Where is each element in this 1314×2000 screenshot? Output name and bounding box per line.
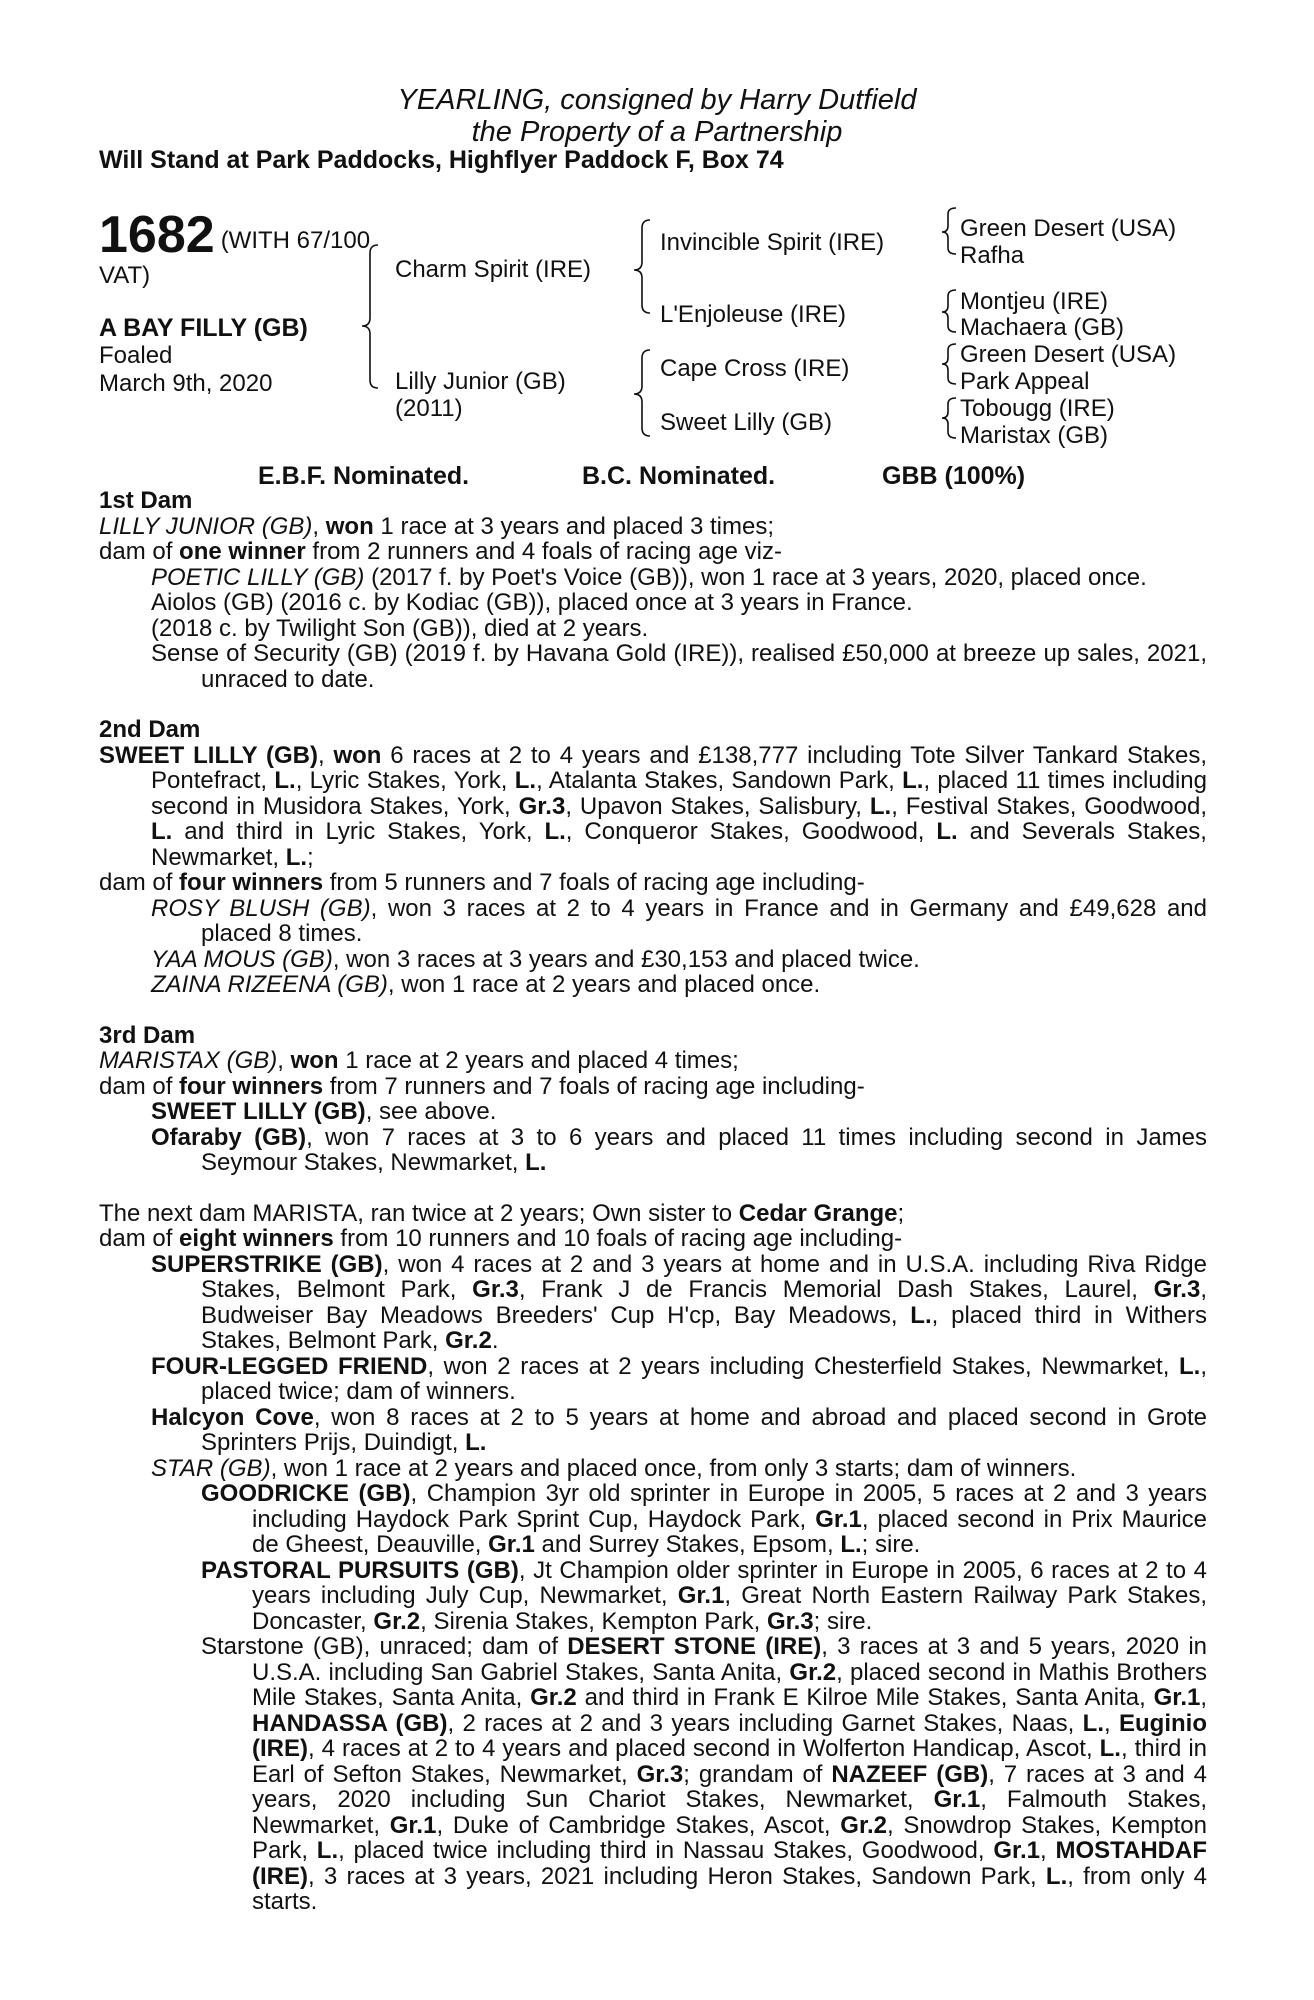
pedigree-g7: Tobougg (IRE)	[960, 395, 1115, 422]
second-dam-heading: 2nd Dam	[99, 716, 201, 743]
produce-item: POETIC LILLY (GB) (2017 f. by Poet's Voice (GB)), won 1 race at 3 years, 2020, placed once.	[151, 563, 1147, 591]
second-dam-produce-summary: dam of four winners from 5 runners and 7 foals of racing age including-	[99, 869, 865, 896]
third-dam-heading: 3rd Dam	[99, 1021, 196, 1049]
foaled-date: March 9th, 2020	[99, 370, 273, 397]
produce-item: (2018 c. by Twilight Son (GB)), died at 2 years.	[151, 614, 649, 642]
pedigree-dam	[395, 368, 566, 422]
produce-item: Halcyon Cove, won 8 races at 2 to 5 years at home and abroad and placed second in Grote Sprinters Prijs, Duindigt, L.	[151, 1403, 1208, 1456]
produce-item: Aiolos (GB) (2016 c. by Kodiac (GB)), placed once at 3 years in France.	[151, 589, 913, 616]
pedigree-dam-dam: Sweet Lilly (GB)	[660, 409, 833, 436]
stabling-line: Will Stand at Park Paddocks, Highflyer Paddock F, Box 74	[99, 146, 784, 174]
ebf-nomination: E.B.F. Nominated.	[258, 462, 470, 490]
pedigree-g5: Green Desert (USA)	[960, 341, 1177, 368]
horse-description: A BAY FILLY (GB)	[99, 314, 308, 342]
grandproduce-item: GOODRICKE (GB), Champion 3yr old sprinter in Europe in 2005, 5 races at 2 and 3 years including Haydock Park Sprint Cup, Haydock Park, Gr.1, placed second in Prix Maurice de Gheest, Deauville, Gr.1 and Surrey Stakes, Epsom, L.; sire.	[201, 1480, 1207, 1558]
bracket-g4	[942, 398, 956, 438]
third-dam-produce-summary: dam of four winners from 7 runners and 7 foals of racing age including-	[99, 1072, 865, 1100]
catalogue-body	[99, 488, 1207, 1915]
pedigree-g1: Green Desert (USA)	[960, 215, 1177, 242]
produce-item: Ofaraby (GB), won 7 races at 3 to 6 years and placed 11 times including second in James Seymour Stakes, Newmarket, L.	[151, 1123, 1208, 1176]
second-dam-record: SWEET LILLY (GB), won 6 races at 2 to 4 years and £138,777 including Tote Silver Tankard Stakes, Pontefract, L., Lyric Stakes, York, L., Atalanta Stakes, Sandown Park, L., placed 11 times including second in Musidora Stakes, York, Gr.3, Upavon Stakes, Salisbury, L., Festival Stakes, Goodwood, L. and third in Lyric Stakes, York, L., Conqueror Stakes, Goodwood, L. and Severals Stakes, Newmarket, L.;	[99, 741, 1208, 871]
pedigree-dam-name: Lilly Junior (GB)	[395, 368, 566, 395]
first-dam-produce-summary: dam of one winner from 2 runners and 4 foals of racing age viz-	[99, 538, 782, 565]
third-dam-record: MARISTAX (GB), won 1 race at 2 years and placed 4 times;	[99, 1047, 739, 1074]
bracket-dam	[634, 350, 650, 436]
produce-item: ZAINA RIZEENA (GB), won 1 race at 2 years and placed once.	[151, 971, 821, 998]
bracket-main	[362, 245, 378, 388]
pedigree-sire-dam: L'Enjoleuse (IRE)	[660, 301, 846, 328]
property-line: the Property of a Partnership	[471, 116, 843, 148]
bracket-g2	[942, 290, 956, 332]
pedigree-g4: Machaera (GB)	[960, 314, 1125, 341]
bracket-g3	[942, 344, 956, 384]
pedigree-g3: Montjeu (IRE)	[960, 288, 1109, 315]
grandproduce-item: Starstone (GB), unraced; dam of DESERT STONE (IRE), 3 races at 3 and 5 years, 2020 in U.S.A. including San Gabriel Stakes, Santa Anita, Gr.2, placed second in Mathis Brothers Mile Stakes, Santa Anita, Gr.2 and third in Frank E Kilroe Mile Stakes, Santa Anita, Gr.1, HANDASSA (GB), 2 races at 2 and 3 years including Garnet Stakes, Naas, L., Euginio (IRE), 4 races at 2 to 4 years and placed second in Wolferton Handicap, Ascot, L., third in Earl of Sefton Stakes, Newmarket, Gr.3; grandam of NAZEEF (GB), 7 races at 3 and 4 years, 2020 including Sun Chariot Stakes, Newmarket, Gr.1, Falmouth Stakes, Newmarket, Gr.1, Duke of Cambridge Stakes, Ascot, Gr.2, Snowdrop Stakes, Kempton Park, L., placed twice including third in Nassau Stakes, Goodwood, Gr.1, MOSTAHDAF (IRE), 3 races at 3 years, 2021 including Heron Stakes, Sandown Park, L., from only 4 starts.	[201, 1633, 1208, 1915]
pedigree-g2: Rafha	[960, 242, 1025, 269]
pedigree-g6: Park Appeal	[960, 368, 1090, 395]
pedigree-g8: Maristax (GB)	[960, 422, 1109, 449]
next-dam-produce-summary: dam of eight winners from 10 runners and 10 foals of racing age including-	[99, 1225, 903, 1252]
bracket-g1	[942, 208, 956, 254]
lot-number: 1682	[99, 206, 215, 264]
next-dam-record: The next dam MARISTA, ran twice at 2 years; Own sister to Cedar Grange;	[99, 1199, 905, 1227]
first-dam-record: LILLY JUNIOR (GB), won 1 race at 3 years and placed 3 times;	[99, 512, 774, 540]
produce-item: Sense of Security (GB) (2019 f. by Havana Gold (IRE)), realised £50,000 at breeze up sales, 2021, unraced to date.	[151, 640, 1207, 693]
pedigree-sire-sire: Invincible Spirit (IRE)	[660, 229, 885, 256]
pedigree-dam-year: (2011)	[395, 395, 463, 422]
pedigree-sire: Charm Spirit (IRE)	[395, 256, 592, 283]
gbb-status: GBB (100%)	[882, 462, 1026, 490]
produce-item: STAR (GB), won 1 race at 2 years and placed once, from only 3 starts; dam of winners.	[151, 1454, 1077, 1482]
foaled-label: Foaled	[99, 342, 173, 369]
first-dam-heading: 1st Dam	[99, 487, 193, 514]
produce-item: FOUR-LEGGED FRIEND, won 2 races at 2 years including Chesterfield Stakes, Newmarket, L., placed twice; dam of winners.	[151, 1352, 1208, 1405]
consignor-line: YEARLING, consigned by Harry Dutfield	[397, 84, 917, 116]
bc-nomination: B.C. Nominated.	[582, 462, 776, 490]
grandproduce-item: PASTORAL PURSUITS (GB), Jt Champion older sprinter in Europe in 2005, 6 races at 2 to 4 years including July Cup, Newmarket, Gr.1, Great North Eastern Railway Park Stakes, Doncaster, Gr.2, Sirenia Stakes, Kempton Park, Gr.3; sire.	[201, 1556, 1207, 1635]
produce-item: SUPERSTRIKE (GB), won 4 races at 2 and 3 years at home and in U.S.A. including Riva Ridge Stakes, Belmont Park, Gr.3, Frank J de Francis Memorial Dash Stakes, Laurel, Gr.3, Budweiser Bay Meadows Breeders' Cup H'cp, Bay Meadows, L., placed third in Withers Stakes, Belmont Park, Gr.2.	[151, 1250, 1208, 1354]
produce-item: YAA MOUS (GB), won 3 races at 3 years and £30,153 and placed twice.	[151, 945, 920, 973]
vat-note: (WITH 67/100	[220, 227, 371, 254]
produce-item: SWEET LILLY (GB), see above.	[151, 1098, 497, 1125]
pedigree-dam-sire: Cape Cross (IRE)	[660, 355, 850, 382]
vat-note-2: VAT)	[99, 262, 151, 289]
produce-item: ROSY BLUSH (GB), won 3 races at 2 to 4 years in France and in Germany and £49,628 and placed 8 times.	[151, 894, 1208, 947]
bracket-sire	[634, 220, 650, 313]
